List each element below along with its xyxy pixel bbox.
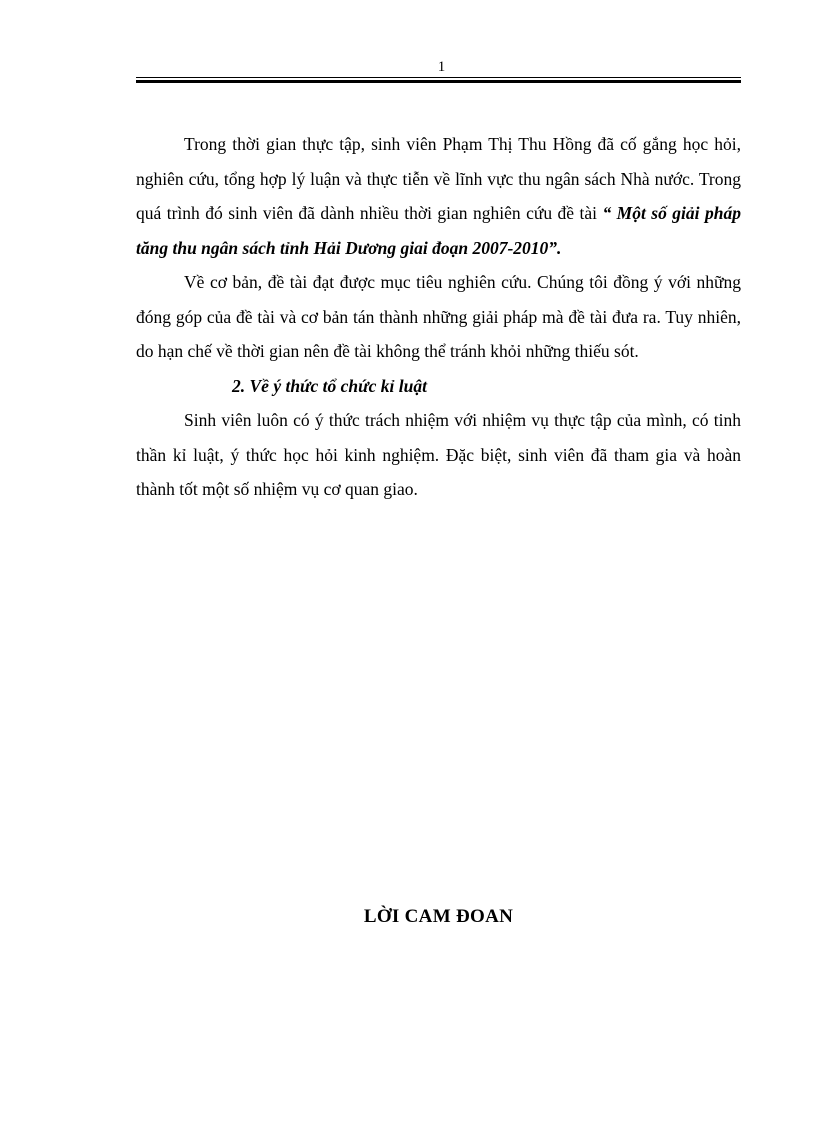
page-number: 1 bbox=[437, 59, 446, 75]
header-rule-thick bbox=[136, 80, 741, 83]
paragraph-text: Trong thời gian thực tập, sinh viên Phạm Thị Thu Hồng đã cố gắng học hỏi, nghiên cứu, tổng hợp lý luận và thực tiễn về lĩnh vực thu ngân sách Nhà nước. Trong quá trình đó sinh viên đã dành nhiều thời gian nghiên cứu đề tài bbox=[136, 134, 741, 223]
document-body bbox=[136, 127, 741, 507]
header-rule-thin bbox=[136, 77, 741, 78]
paragraph-internship-summary bbox=[136, 127, 741, 265]
paragraph-discipline: Sinh viên luôn có ý thức trách nhiệm với nhiệm vụ thực tập của mình, có tinh thần kỉ luật, ý thức học hỏi kinh nghiệm. Đặc biệt, sinh viên đã tham gia và hoàn thành tốt một số nhiệm vụ cơ quan giao. bbox=[136, 410, 741, 499]
closing-title: LỜI CAM ĐOAN bbox=[363, 906, 514, 927]
paragraph-evaluation: Về cơ bản, đề tài đạt được mục tiêu nghiên cứu. Chúng tôi đồng ý với những đóng góp của đề tài và cơ bản tán thành những giải pháp mà đề tài đưa ra. Tuy nhiên, do hạn chế về thời gian nên đề tài không thể tránh khỏi những thiếu sót. bbox=[136, 272, 741, 361]
section-heading: 2. Về ý thức tổ chức kỉ luật bbox=[232, 375, 427, 396]
thesis-title: “ Một số giải pháp tăng thu ngân sách tỉnh Hải Dương giai đoạn 2007-2010”. bbox=[136, 203, 741, 258]
